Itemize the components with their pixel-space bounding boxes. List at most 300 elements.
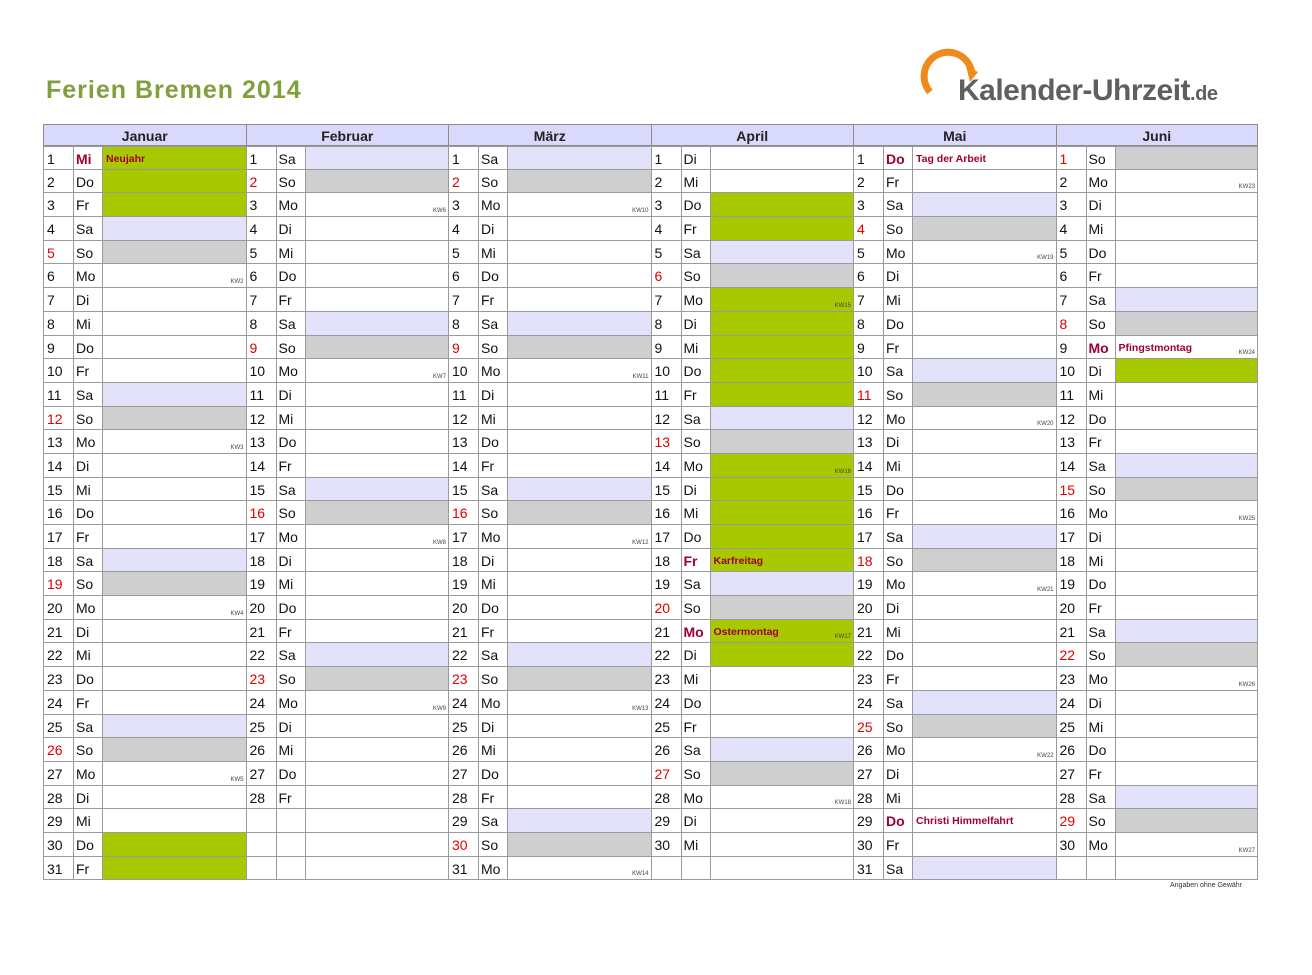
day-row[interactable]	[43, 170, 246, 194]
day-row[interactable]	[448, 454, 651, 478]
day-row[interactable]	[853, 596, 1056, 620]
day-number: 23	[249, 671, 266, 688]
divider	[507, 501, 508, 524]
day-row[interactable]	[853, 667, 1056, 691]
day-row[interactable]	[43, 478, 246, 502]
divider	[478, 407, 479, 430]
day-row[interactable]	[448, 501, 651, 525]
day-row[interactable]	[1056, 170, 1259, 194]
divider	[507, 288, 508, 311]
day-row[interactable]	[246, 715, 449, 739]
day-row[interactable]	[1056, 786, 1259, 810]
divider	[681, 312, 682, 335]
day-row[interactable]	[853, 738, 1056, 762]
day-row[interactable]	[853, 217, 1056, 241]
day-row[interactable]	[43, 786, 246, 810]
day-row[interactable]	[651, 312, 854, 336]
day-row[interactable]	[1056, 193, 1259, 217]
day-row[interactable]	[43, 738, 246, 762]
day-row[interactable]	[651, 525, 854, 549]
divider	[681, 478, 682, 501]
day-row[interactable]	[651, 572, 854, 596]
day-row[interactable]	[853, 715, 1056, 739]
day-row[interactable]	[246, 193, 449, 217]
day-row[interactable]	[853, 762, 1056, 786]
day-row[interactable]	[853, 336, 1056, 360]
logo[interactable]	[920, 44, 1250, 114]
week-number: KW5	[230, 776, 244, 783]
divider	[102, 312, 103, 335]
day-row[interactable]	[448, 667, 651, 691]
day-row[interactable]	[1056, 312, 1259, 336]
day-number: 25	[857, 718, 873, 735]
holiday-label: Christi Himmelfahrt	[916, 815, 1014, 828]
day-row[interactable]	[1056, 667, 1259, 691]
divider	[73, 407, 74, 430]
day-cell	[103, 549, 246, 572]
day-row[interactable]	[43, 217, 246, 241]
divider	[912, 833, 913, 856]
day-row[interactable]	[43, 691, 246, 715]
weekday: Mo	[278, 529, 298, 545]
day-row[interactable]	[43, 501, 246, 525]
day-row[interactable]	[246, 596, 449, 620]
month-column	[1056, 124, 1259, 880]
week-number: KW18	[834, 800, 851, 807]
day-row[interactable]	[853, 146, 1056, 170]
day-row[interactable]	[246, 572, 449, 596]
divider	[73, 715, 74, 738]
day-row[interactable]	[43, 312, 246, 336]
day-row[interactable]	[43, 264, 246, 288]
day-number: 4	[1059, 221, 1068, 238]
day-row[interactable]	[651, 407, 854, 431]
day-row[interactable]	[651, 359, 854, 383]
day-row[interactable]	[43, 407, 246, 431]
divider	[710, 312, 711, 335]
day-cell	[306, 288, 449, 311]
day-row[interactable]	[651, 857, 854, 881]
day-row[interactable]	[1056, 857, 1259, 881]
day-row[interactable]	[853, 312, 1056, 336]
day-cell	[103, 288, 246, 311]
day-row[interactable]	[246, 809, 449, 833]
week-number: KW23	[1238, 184, 1255, 191]
weekday: Di	[76, 292, 90, 309]
day-row[interactable]	[43, 454, 246, 478]
day-row[interactable]	[43, 549, 246, 573]
day-row[interactable]	[246, 336, 449, 360]
day-row[interactable]	[246, 359, 449, 383]
day-row[interactable]	[1056, 738, 1259, 762]
day-row[interactable]	[246, 383, 449, 407]
day-row[interactable]	[651, 715, 854, 739]
weekday: Sa	[278, 151, 296, 167]
weekday: Do	[278, 434, 297, 451]
weekday: Do	[1088, 244, 1107, 261]
day-row[interactable]	[448, 572, 651, 596]
day-row[interactable]	[246, 786, 449, 810]
day-row[interactable]	[853, 407, 1056, 431]
day-number: 29	[857, 813, 873, 830]
divider	[276, 147, 277, 169]
weekday: So	[481, 173, 499, 190]
weekday: Mi	[76, 813, 91, 830]
divider	[478, 478, 479, 501]
day-number: 14	[452, 457, 468, 474]
day-cell	[913, 762, 1056, 785]
day-row[interactable]	[448, 359, 651, 383]
day-row[interactable]	[448, 146, 651, 170]
divider	[73, 147, 74, 169]
day-row[interactable]	[651, 596, 854, 620]
day-row[interactable]	[1056, 336, 1259, 360]
day-row[interactable]	[853, 691, 1056, 715]
day-row[interactable]	[448, 691, 651, 715]
day-row[interactable]	[1056, 620, 1259, 644]
day-row[interactable]	[448, 264, 651, 288]
day-row[interactable]	[651, 454, 854, 478]
month-column	[651, 124, 854, 880]
divider	[883, 572, 884, 595]
day-row[interactable]	[448, 288, 651, 312]
day-row[interactable]	[246, 833, 449, 857]
weekday: Do	[886, 481, 904, 498]
divider	[102, 620, 103, 643]
day-row[interactable]	[651, 383, 854, 407]
day-row[interactable]	[651, 264, 854, 288]
day-number: 31	[47, 860, 63, 877]
day-row[interactable]	[246, 643, 449, 667]
day-row[interactable]	[853, 643, 1056, 667]
divider	[912, 147, 913, 169]
day-row[interactable]	[448, 549, 651, 573]
divider	[883, 170, 884, 193]
day-number: 15	[654, 481, 671, 498]
day-row[interactable]	[43, 146, 246, 170]
weekday: Sa	[886, 694, 904, 711]
weekday: Mo	[683, 457, 703, 474]
divider	[305, 501, 306, 524]
day-row[interactable]	[448, 643, 651, 667]
day-row[interactable]	[246, 501, 449, 525]
weekday: Fr	[481, 789, 495, 806]
day-row[interactable]	[246, 430, 449, 454]
day-row[interactable]	[853, 833, 1056, 857]
weekday: Sa	[278, 647, 296, 664]
day-number: 10	[857, 363, 873, 380]
day-row[interactable]	[853, 549, 1056, 573]
day-number: 13	[249, 434, 266, 451]
day-cell	[711, 715, 854, 738]
divider	[507, 147, 508, 169]
weekday: Fr	[886, 339, 900, 356]
divider	[1086, 857, 1087, 880]
day-row[interactable]	[246, 146, 449, 170]
day-row[interactable]	[246, 738, 449, 762]
day-row[interactable]	[1056, 478, 1259, 502]
divider	[276, 762, 277, 785]
day-row[interactable]	[853, 620, 1056, 644]
day-number: 4	[249, 221, 258, 238]
day-row[interactable]	[448, 738, 651, 762]
day-row[interactable]	[448, 430, 651, 454]
day-row[interactable]	[1056, 454, 1259, 478]
day-row[interactable]	[43, 643, 246, 667]
day-row[interactable]	[43, 857, 246, 881]
day-row[interactable]	[43, 833, 246, 857]
divider	[102, 383, 103, 406]
divider	[507, 620, 508, 643]
day-row[interactable]	[853, 264, 1056, 288]
day-row[interactable]	[651, 170, 854, 194]
divider	[1115, 312, 1116, 335]
day-row[interactable]	[43, 715, 246, 739]
day-row[interactable]	[651, 478, 854, 502]
divider	[1115, 667, 1116, 690]
day-row[interactable]	[246, 667, 449, 691]
day-cell	[103, 359, 246, 382]
day-row[interactable]	[1056, 217, 1259, 241]
weekday: Di	[278, 718, 292, 735]
day-row[interactable]	[651, 738, 854, 762]
day-row[interactable]	[448, 217, 651, 241]
day-row[interactable]	[853, 501, 1056, 525]
day-row[interactable]	[1056, 549, 1259, 573]
day-row[interactable]	[43, 572, 246, 596]
week-number: KW25	[1238, 516, 1255, 522]
day-row[interactable]	[246, 478, 449, 502]
day-row[interactable]	[43, 336, 246, 360]
day-row[interactable]	[853, 359, 1056, 383]
day-row[interactable]	[246, 525, 449, 549]
day-row[interactable]	[1056, 762, 1259, 786]
divider	[102, 809, 103, 832]
day-row[interactable]	[1056, 430, 1259, 454]
divider	[681, 762, 682, 785]
day-row[interactable]	[43, 596, 246, 620]
day-row[interactable]	[1056, 241, 1259, 265]
month-header: März	[448, 124, 651, 146]
day-row[interactable]	[246, 407, 449, 431]
day-row[interactable]	[853, 170, 1056, 194]
day-row[interactable]	[1056, 501, 1259, 525]
divider	[681, 667, 682, 690]
day-row[interactable]	[43, 359, 246, 383]
day-number: 9	[452, 339, 460, 356]
day-row[interactable]	[448, 596, 651, 620]
day-row[interactable]	[246, 691, 449, 715]
day-row[interactable]	[448, 715, 651, 739]
divider	[478, 833, 479, 856]
day-row[interactable]	[43, 430, 246, 454]
day-row[interactable]	[1056, 572, 1259, 596]
day-row[interactable]	[43, 288, 246, 312]
day-number: 31	[857, 860, 873, 877]
day-row[interactable]	[651, 217, 854, 241]
divider	[1115, 383, 1116, 406]
weekday: Mi	[278, 576, 294, 593]
day-row[interactable]	[1056, 643, 1259, 667]
day-cell	[306, 147, 449, 169]
day-number: 6	[1059, 268, 1068, 285]
day-row[interactable]	[448, 312, 651, 336]
weekday: Do	[76, 671, 94, 688]
day-row[interactable]	[1056, 691, 1259, 715]
day-row[interactable]	[448, 170, 651, 194]
day-cell	[306, 241, 449, 264]
day-row[interactable]	[853, 786, 1056, 810]
divider	[681, 454, 682, 477]
day-row[interactable]	[448, 809, 651, 833]
day-row[interactable]	[651, 549, 854, 573]
day-row[interactable]	[651, 430, 854, 454]
day-row[interactable]	[246, 857, 449, 881]
day-row[interactable]	[43, 620, 246, 644]
weekday: Sa	[1088, 292, 1106, 309]
day-row[interactable]	[853, 383, 1056, 407]
day-cell	[1116, 430, 1258, 453]
day-row[interactable]	[246, 549, 449, 573]
day-row[interactable]	[651, 193, 854, 217]
day-row[interactable]	[246, 264, 449, 288]
day-row[interactable]	[651, 643, 854, 667]
day-cell	[711, 359, 854, 382]
day-row[interactable]	[43, 809, 246, 833]
day-row[interactable]	[1056, 809, 1259, 833]
divider	[883, 478, 884, 501]
day-cell	[913, 643, 1056, 666]
day-row[interactable]	[448, 620, 651, 644]
day-row[interactable]	[853, 525, 1056, 549]
day-row[interactable]	[448, 193, 651, 217]
day-row[interactable]	[651, 336, 854, 360]
day-row[interactable]	[448, 407, 651, 431]
day-row[interactable]	[43, 667, 246, 691]
day-row[interactable]	[1056, 146, 1259, 170]
day-row[interactable]	[651, 620, 854, 644]
day-cell	[711, 478, 854, 501]
day-row[interactable]	[853, 857, 1056, 881]
day-row[interactable]	[448, 478, 651, 502]
day-row[interactable]	[1056, 264, 1259, 288]
day-row[interactable]	[651, 288, 854, 312]
day-row[interactable]	[853, 193, 1056, 217]
day-row[interactable]	[651, 146, 854, 170]
divider	[912, 336, 913, 359]
day-row[interactable]	[853, 572, 1056, 596]
day-row[interactable]	[246, 241, 449, 265]
day-row[interactable]	[651, 667, 854, 691]
day-row[interactable]	[448, 786, 651, 810]
day-number: 14	[249, 457, 266, 474]
divider	[305, 383, 306, 406]
divider	[710, 501, 711, 524]
weekday: So	[1088, 647, 1106, 664]
day-row[interactable]	[246, 454, 449, 478]
day-row[interactable]	[43, 525, 246, 549]
day-row[interactable]	[246, 762, 449, 786]
day-row[interactable]	[448, 383, 651, 407]
day-row[interactable]	[853, 241, 1056, 265]
day-cell	[306, 430, 449, 453]
day-row[interactable]	[853, 430, 1056, 454]
day-row[interactable]	[651, 833, 854, 857]
day-number: 26	[1059, 742, 1076, 759]
day-row[interactable]	[448, 833, 651, 857]
divider	[1115, 525, 1116, 548]
day-row[interactable]	[853, 288, 1056, 312]
day-row[interactable]	[853, 454, 1056, 478]
day-row[interactable]	[246, 170, 449, 194]
day-row[interactable]	[43, 762, 246, 786]
day-row[interactable]	[651, 501, 854, 525]
day-row[interactable]	[246, 620, 449, 644]
day-number: 17	[249, 529, 266, 545]
day-number: 27	[857, 765, 873, 782]
day-row[interactable]	[1056, 596, 1259, 620]
day-row[interactable]	[651, 762, 854, 786]
day-row[interactable]	[448, 336, 651, 360]
day-row[interactable]	[448, 762, 651, 786]
day-row[interactable]	[651, 809, 854, 833]
day-number: 28	[857, 789, 873, 806]
day-row[interactable]	[1056, 359, 1259, 383]
divider	[507, 241, 508, 264]
day-row[interactable]	[651, 786, 854, 810]
divider	[883, 407, 884, 430]
day-cell	[508, 691, 651, 714]
day-cell	[1116, 241, 1258, 264]
day-row[interactable]	[43, 193, 246, 217]
day-row[interactable]	[246, 288, 449, 312]
day-number: 10	[654, 363, 671, 380]
day-row[interactable]	[43, 383, 246, 407]
divider	[710, 525, 711, 548]
weekday: Sa	[76, 386, 94, 403]
divider	[305, 359, 306, 382]
day-cell	[1116, 288, 1258, 311]
day-row[interactable]	[43, 241, 246, 265]
divider	[305, 407, 306, 430]
day-row[interactable]	[1056, 833, 1259, 857]
divider	[73, 359, 74, 382]
divider	[478, 454, 479, 477]
day-row[interactable]	[1056, 525, 1259, 549]
day-row[interactable]	[246, 217, 449, 241]
divider	[883, 786, 884, 809]
day-number: 16	[47, 505, 63, 522]
day-row[interactable]	[448, 525, 651, 549]
day-number: 24	[249, 694, 266, 711]
day-row[interactable]	[651, 691, 854, 715]
day-row[interactable]	[1056, 715, 1259, 739]
day-row[interactable]	[448, 857, 651, 881]
day-row[interactable]	[1056, 407, 1259, 431]
day-row[interactable]	[1056, 288, 1259, 312]
day-row[interactable]	[448, 241, 651, 265]
day-cell	[508, 715, 651, 738]
divider	[102, 833, 103, 856]
day-row[interactable]	[853, 478, 1056, 502]
day-row[interactable]	[1056, 383, 1259, 407]
divider	[912, 691, 913, 714]
day-row[interactable]	[246, 312, 449, 336]
day-number: 6	[47, 268, 55, 285]
day-row[interactable]	[651, 241, 854, 265]
day-cell	[1116, 193, 1258, 216]
day-row[interactable]	[853, 809, 1056, 833]
